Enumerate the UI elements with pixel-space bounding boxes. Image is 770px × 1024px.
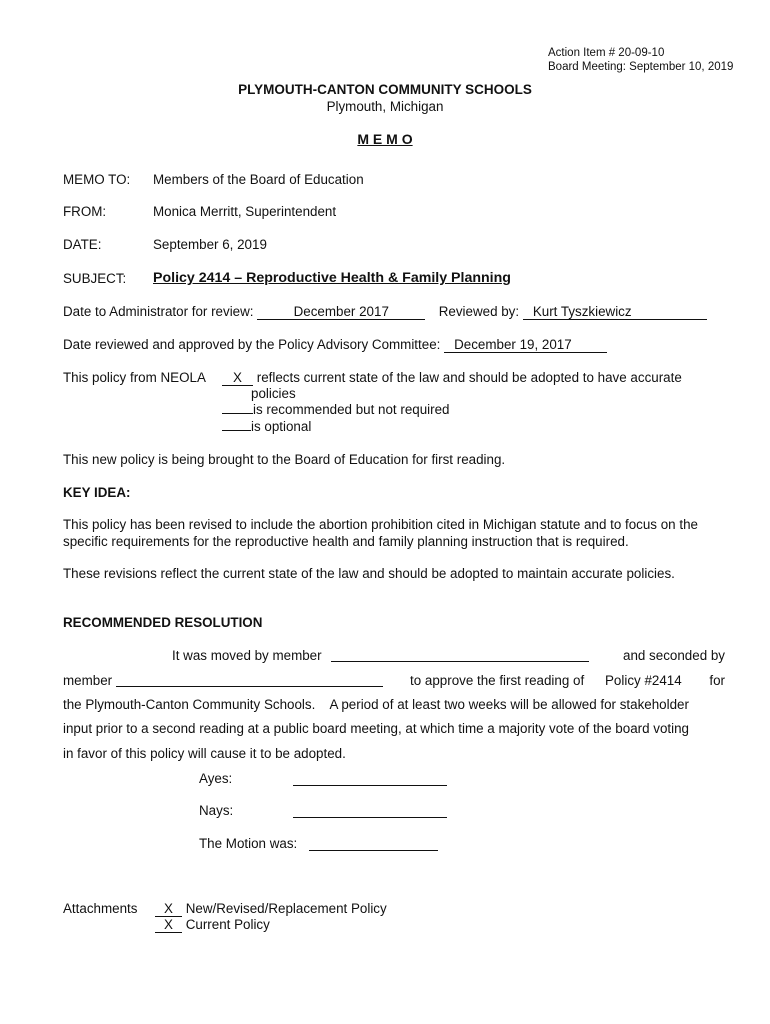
committee-line [63,337,607,353]
from-value: Monica Merritt, Superintendent [153,204,337,219]
action-item: Action Item # 20-09-10 [548,47,665,59]
seconded-by-label: and seconded by [623,648,725,663]
resolution-line-1 [172,648,725,663]
org-name: PLYMOUTH-CANTON COMMUNITY SCHOOLS [238,82,532,97]
neola-option-1-text-cont: policies [251,386,296,401]
attachment-item-1 [155,901,387,917]
reviewed-by-name: Kurt Tyszkiewicz [523,304,707,320]
from-label: FROM: [63,204,107,219]
first-reading-note: This new policy is being brought to the Board of Education for first reading. [63,452,506,467]
resolution-line-5: in favor of this policy will cause it to be adopted. [63,746,346,761]
neola-label: This policy from NEOLA [63,370,206,385]
neola-option-3-text: is optional [251,419,312,434]
key-idea-heading: KEY IDEA: [63,485,131,500]
neola-option-2-text: is recommended but not required [253,402,450,417]
resolution-line-4: input prior to a second reading at a public board meeting, at which time a majority vote of the board voting [63,721,689,736]
approve-first-reading: to approve the first reading of [410,673,585,688]
key-idea-paragraph-2: These revisions reflect the current state of the law and should be adopted to maintain accurate policies. [63,566,675,581]
review-line [63,304,707,320]
admin-review-label: Date to Administrator for review: [63,304,254,319]
neola-option-2 [222,402,450,417]
neola-option-1 [222,370,682,386]
committee-label: Date reviewed and approved by the Policy Advisory Committee: [63,337,441,352]
for-word: for [709,673,725,688]
neola-option-1-mark: X [222,370,253,386]
memo-to-label: MEMO TO: [63,172,131,187]
ayes-blank [293,771,447,786]
nays-blank [293,803,447,818]
committee-date: December 19, 2017 [444,337,607,353]
date-value: September 6, 2019 [153,237,267,252]
subject-value: Policy 2414 – Reproductive Health & Family Planning [153,270,511,286]
attachment-1-text: New/Revised/Replacement Policy [185,901,387,916]
seconded-by-blank [116,673,383,687]
attachment-item-2 [155,917,270,933]
resolution-heading: RECOMMENDED RESOLUTION [63,615,263,630]
admin-review-date: December 2017 [257,304,425,320]
policy-number: Policy #2414 [605,673,682,688]
moved-by-blank [331,648,589,662]
neola-option-3 [222,419,311,434]
attachment-2-text: Current Policy [185,917,270,932]
nays-label: Nays: [199,803,234,818]
neola-option-3-blank [222,430,251,431]
attachments-label: Attachments [63,901,138,916]
resolution-line-3: the Plymouth-Canton Community Schools. A period of at least two weeks will be allowed for stakeholder [63,697,689,712]
attachment-2-mark: X [155,917,182,933]
org-location: Plymouth, Michigan [326,99,444,114]
ayes-label: Ayes: [199,771,233,786]
subject-label: SUBJECT: [63,271,127,286]
memo-to-value: Members of the Board of Education [153,172,364,187]
date-label: DATE: [63,237,102,252]
neola-option-2-blank [222,413,253,414]
resolution-line-2 [63,673,725,688]
memo-title: M E M O [357,131,413,147]
reviewed-by-label: Reviewed by: [438,304,520,319]
member-label: member [63,673,113,688]
moved-by-label: It was moved by member [172,648,322,663]
board-meeting-date: Board Meeting: September 10, 2019 [548,61,734,73]
motion-blank [309,836,438,851]
motion-label: The Motion was: [199,836,298,851]
neola-option-1-text: reflects current state of the law and should be adopted to have accurate [256,370,682,385]
key-idea-paragraph-1: This policy has been revised to include the abortion prohibition cited in Michigan statute and to focus on the specific requirements for the reproductive health and family planning instruction that is required. [63,517,698,549]
attachment-1-mark: X [155,901,182,917]
